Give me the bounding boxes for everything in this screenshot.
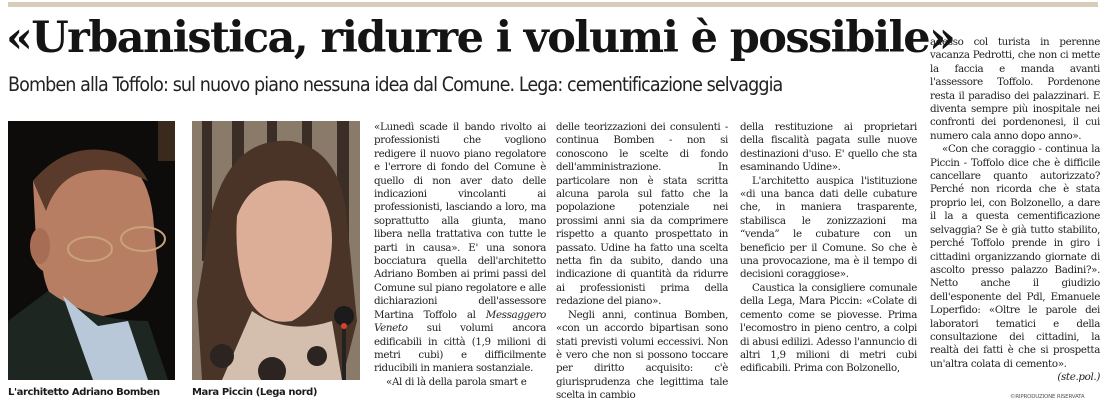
paragraph: «Al di là della parola smart e [386,375,527,388]
photo-mara-piccin [192,121,360,380]
paragraph: «Lunedì scade il bando rivolto ai professionisti che vogliono redigere il nuovo piano regolatore e l'errore di fondo del Comune è quello di non aver dato delle indicazioni vincolanti ai professionisti, lasciando a loro, ma soprattutto alla giunta, mano libera nella trattativa con tutte le parti in causa». E' una sonora bocciatura quella dell'architetto Adriano Bomben ai primi passi del Comune sul piano regolatore e alle dichiarazioni dell'assessore Martina Toffolo al Messaggero Veneto sui volumi ancora edificabili in città (1,9 milioni di metri cubi) e difficilmente riducibili in maniera sostanziale. [374,121,546,375]
headline: «Urbanistica, ridurre i volumi è possibile» [6,13,955,63]
subheadline: Bomben alla Toffolo: sul nuovo piano nessuna idea dal Comune. Lega: cementificazione selvaggia [8,73,783,96]
photo-adriano-bomben [8,121,175,380]
paragraph: Negli anni, continua Bomben, «con un accordo bipartisan sono stati previsti volumi eccessivi. Non è vero che non si possono toccare per diritto acquisito: c'è giurisprudenza che legittima tale scelta in cambio [556,308,728,402]
paragraph: delle teorizzazioni dei consulenti - continua Bomben - non si conoscono le scelte di fondo dell'amministrazione. In particolare non è stata scritta alcuna parola sul fatto che la popolazione potenziale nei prossimi anni sia da comprimere rispetto a quanto prospettato in passato. Udine ha fatto una scelta netta fin da subito, dando una indicazione di quantità da ridurre ai professionisti prima della redazione del piano». [556,121,728,308]
paragraph: della restituzione ai proprietari della fiscalità pagata sulle nuove destinazioni d'uso. E' quello che sta esaminando Udine». [740,121,917,174]
photo-caption: Mara Piccin (Lega nord) [192,387,318,398]
newspaper-name: Messaggero Veneto [374,308,546,335]
paragraph: L'architetto auspica l'istituzione «di una banca dati delle cubature che, in maniera trasparente, stabilisca le zonizzazioni ma “venda” le cubature con un beneficio per il Comune. So che è una provocazione, ma è il tempo di decisioni coraggiose». [740,174,917,281]
portrait-woman-image [192,121,360,380]
paragraph: adesso col turista in perenne vacanza Pedrotti, che non ci mette la faccia e manda avanti l'assessore Toffolo. Pordenone resta il paradiso dei palazzinari. E diventa sempre più inospitale nei confronti dei pordenonesi, il cui numero cala anno dopo anno». [930,36,1100,142]
article-column-1 [374,121,546,389]
rights-notice: ©RIPRODUZIONE RISERVATA [1010,394,1085,400]
paragraph: «Con che coraggio - continua la Piccin - Toffolo dice che è difficile cancellare quanto autorizzato? Perché non ricorda che è stata proprio lei, con Bolzonello, a dare il la a questa cementificazione selvaggia? Se è già tutto stabilito, perché Toffolo prende in giro i cittadini organizzando giornate di ascolto presso palazzo Badini?». Netto anche il giudizio dell'esponente del Pdl, Emanuele Loperfido: «Oltre le parole dei laboratori tematici e della consultazione dei cittadini, la realtà dei fatti è che si prospetta un'altra colata di cemento». (ste.pol.) [930,143,1100,384]
article-column-2 [556,121,728,403]
article-column-3 [740,121,917,376]
byline: (ste.pol.) [1057,371,1100,384]
photo-caption: L'architetto Adriano Bomben [8,387,160,398]
top-rule [8,2,1098,7]
portrait-man-image [8,121,175,380]
article-column-4 [930,36,1100,385]
paragraph: Caustica la consigliere comunale della Lega, Mara Piccin: «Colate di cemento come se piovesse. Prima l'ecomostro in pieno centro, a colpi di abusi edilizi. Adesso l'annuncio di altri 1,9 milioni di metri cubi edificabili. Prima con Bolzonello, [740,281,917,375]
